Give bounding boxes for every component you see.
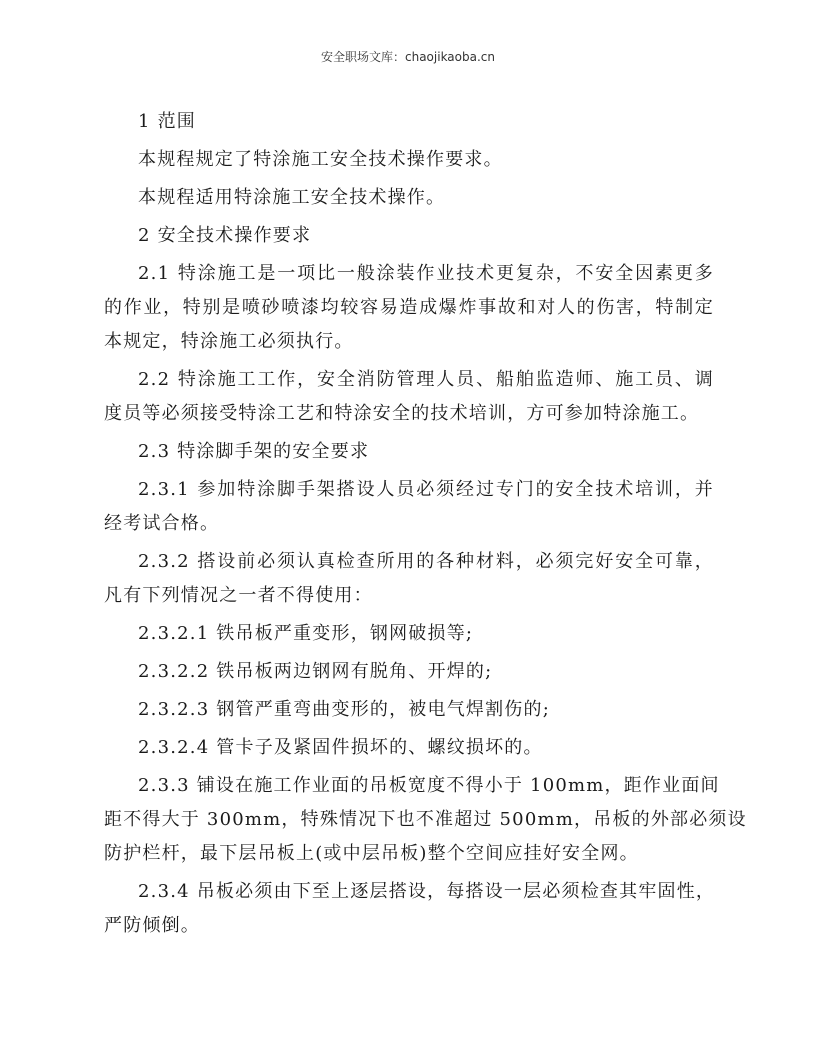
paragraph [104,435,714,469]
paragraph-line: 的作业，特别是喷砂喷漆均较容易造成爆炸事故和对人的伤害，特制定 [104,297,714,318]
paragraph-line: 2.3.4 吊板必须由下至上逐层搭设，每搭设一层必须检查其牢固性， [138,881,716,902]
paragraph-line: 2.1 特涂施工是一项比一般涂装作业技术更复杂，不安全因素更多 [138,263,714,284]
paragraph [104,363,714,431]
paragraph-line: 2.3.2 搭设前必须认真检查所用的各种材料，必须完好安全可靠， [138,551,714,572]
paragraph-line: 本规程适用特涂施工安全技术操作。 [138,187,446,208]
paragraph-line: 2.3.2.4 管卡子及紧固件损坏的、螺纹损坏的。 [138,737,543,758]
paragraph-line: 防护栏杆，最下层吊板上(或中层吊板)整个空间应挂好安全网。 [104,843,639,864]
paragraph-line: 2.3.1 参加特涂脚手架搭设人员必须经过专门的安全技术培训，并 [138,479,714,500]
paragraph-line: 2.3.3 铺设在施工作业面的吊板宽度不得小于 100mm，距作业面间 [138,775,720,796]
paragraph [104,257,714,359]
paragraph [104,473,714,541]
paragraph-line: 2.3.2.3 钢管严重弯曲变形的，被电气焊割伤的; [138,699,550,720]
paragraph-line: 2.3 特涂脚手架的安全要求 [138,441,370,462]
paragraph-line: 距不得大于 300mm，特殊情况下也不准超过 500mm，吊板的外部必须设 [104,809,747,830]
paragraph [104,617,714,651]
paragraph [104,181,714,215]
paragraph [104,875,714,943]
paragraph-line: 1 范围 [138,111,196,132]
paragraph-line: 经考试合格。 [104,513,220,534]
paragraph [104,143,714,177]
paragraph-line: 本规程规定了特涂施工安全技术操作要求。 [138,149,503,170]
paragraph-line: 本规定，特涂施工必须执行。 [104,331,354,352]
paragraph-line: 2.2 特涂施工工作，安全消防管理人员、船舶监造师、施工员、调 [138,369,714,390]
paragraph-line: 度员等必须接受特涂工艺和特涂安全的技术培训，方可参加特涂施工。 [104,403,700,424]
paragraph [104,105,714,139]
paragraph-line: 2.3.2.1 铁吊板严重变形，钢网破损等; [138,623,474,644]
paragraph-line: 凡有下列情况之一者不得使用： [104,585,373,606]
paragraph [104,693,714,727]
paragraph [104,655,714,689]
paragraph-line: 2 安全技术操作要求 [138,225,312,246]
paragraph [104,545,714,613]
paragraph [104,769,747,871]
paragraph-line: 严防倾倒。 [104,915,200,936]
paragraph [104,219,714,253]
paragraph [104,731,714,765]
paragraph-line: 2.3.2.2 铁吊板两边钢网有脱角、开焊的; [138,661,493,682]
page-header: 安全职场文库：chaojikaoba.cn [321,50,495,64]
document-body [104,105,747,947]
